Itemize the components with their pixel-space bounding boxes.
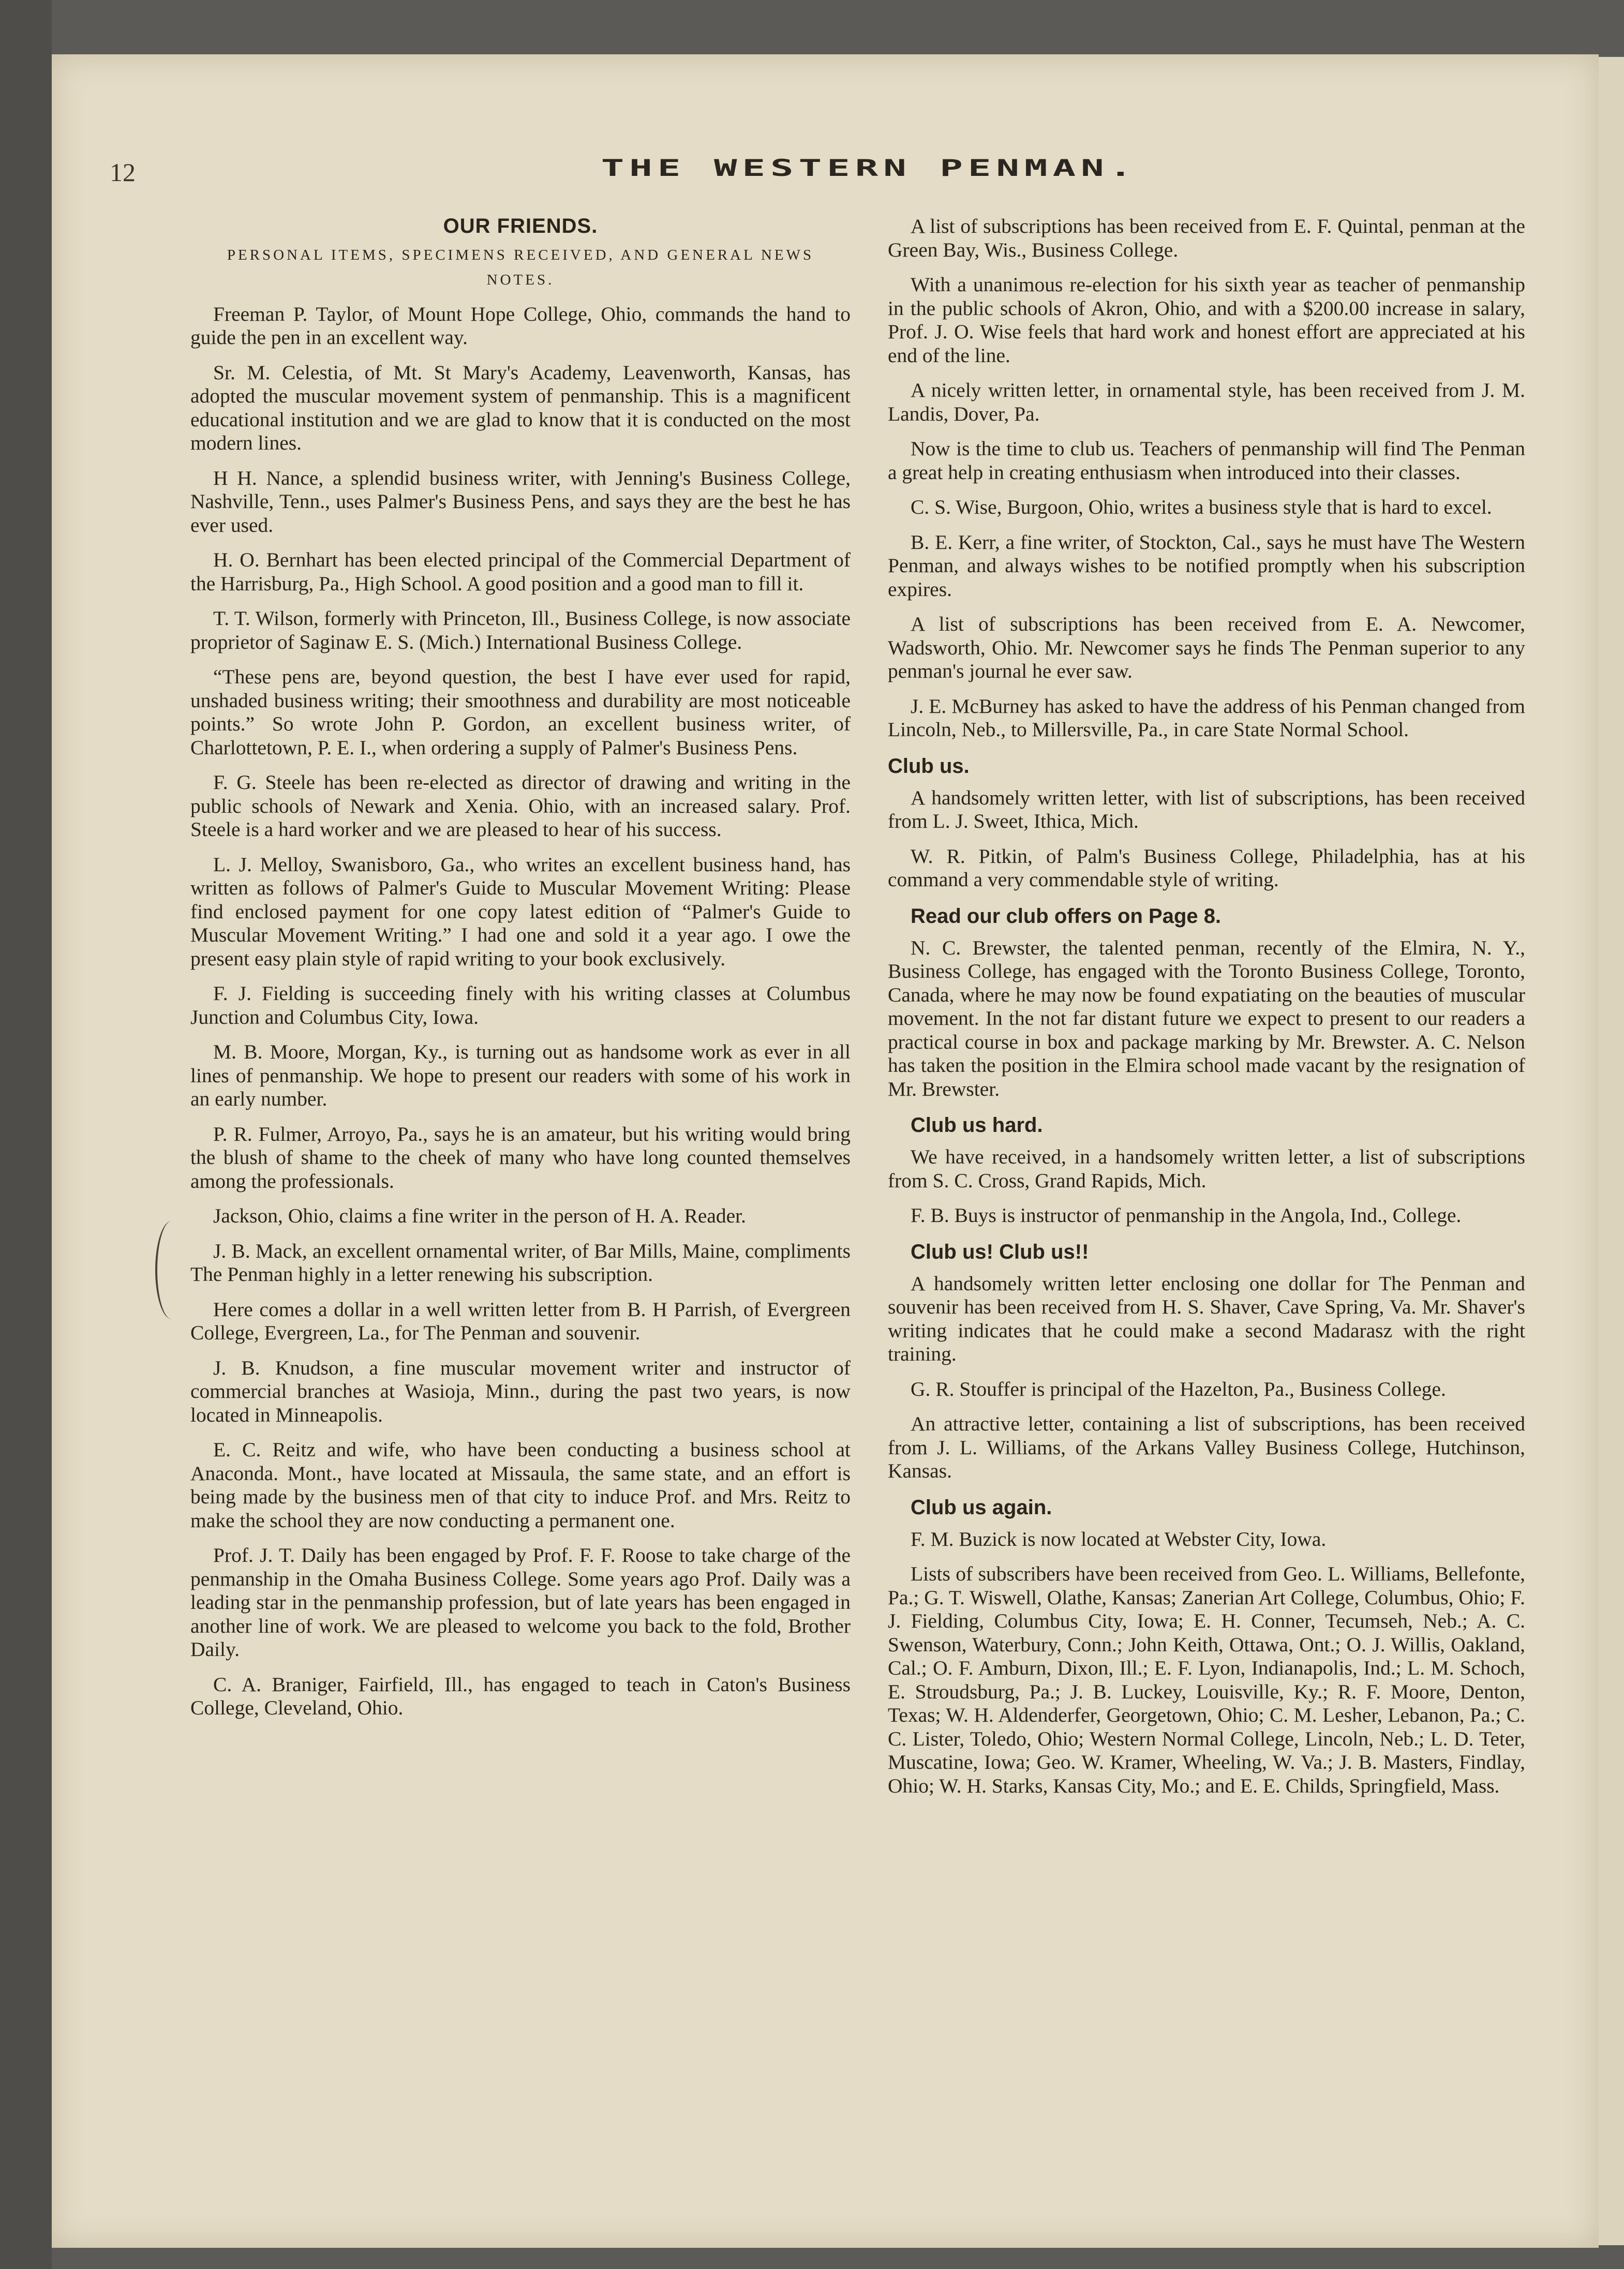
news-item: T. T. Wilson, formerly with Princeton, Ill., Business College, is now associate proprietor of Saginaw E. S. (Mich.) International Business College. — [190, 607, 851, 653]
left-column — [190, 215, 851, 1731]
news-item: F. B. Buys is instructor of penmanship in the Angola, Ind., College. — [911, 1204, 1462, 1227]
news-item: J. B. Knudson, a fine muscular movement writer and instructor of commercial branches at Wasioja, Minn., during the past two years, is now located in Minneapolis. — [190, 1356, 851, 1426]
news-item: C. S. Wise, Burgoon, Ohio, writes a business style that is hard to excel. — [911, 496, 1492, 518]
left-paragraphs — [190, 303, 851, 1720]
news-item: Freeman P. Taylor, of Mount Hope College, Ohio, commands the hand to guide the pen in an excellent way. — [190, 302, 851, 349]
news-item: E. C. Reitz and wife, who have been conducting a business school at Anaconda. Mont., have located at Missaula, the same state, and an effort is being made by the business men of that city to induce Prof. and Mrs. Reitz to make the school they are now conducting a permanent one. — [190, 1438, 851, 1532]
news-item: G. R. Stouffer is principal of the Hazelton, Pa., Business College. — [911, 1377, 1446, 1400]
news-item: C. A. Braniger, Fairfield, Ill., has engaged to teach in Caton's Business College, Cleveland, Ohio. — [190, 1673, 851, 1719]
news-item: “These pens are, beyond question, the best I have ever used for rapid, unshaded business writing; their smoothness and durability are most noticeable points.” So wrote John P. Gordon, an excellent business writer, of Charlottetown, P. E. I., when ordering a supply of Palmer's Business Pens. — [190, 665, 851, 759]
news-item: N. C. Brewster, the talented penman, recently of the Elmira, N. Y., Business College, has engaged with the Toronto Business College, Toronto, Canada, where he may now be found expatiating on the beauties of muscular movement. In the not far distant future we expect to present to our readers a practical course in box and package marking by Mr. Brewster. A. C. Nelson has taken the position in the Elmira school made vacant by the resignation of Mr. Brewster. — [888, 936, 1525, 1100]
heading-club-offers: Read our club offers on Page 8. — [911, 904, 1221, 928]
page-number: 12 — [110, 158, 136, 187]
news-item: With a unanimous re-election for his sixth year as teacher of penmanship in the public schools of Akron, Ohio, and with a $200.00 increase in salary, Prof. J. O. Wise feels that hard work and honest effort are appreciated at his end of the line. — [888, 273, 1525, 367]
margin-bracket-mark — [155, 1221, 188, 1319]
news-item: P. R. Fulmer, Arroyo, Pa., says he is an amateur, but his writing would bring the blush of shame to the cheek of many who have long counted themselves among the professionals. — [190, 1122, 851, 1192]
news-item: An attractive letter, containing a list of subscriptions, has been received from J. L. Williams, of the Arkans Valley Business College, Hutchinson, Kansas. — [888, 1412, 1525, 1482]
news-item: F. M. Buzick is now located at Webster City, Iowa. — [911, 1527, 1327, 1550]
right-block-5 — [888, 1272, 1525, 1483]
right-block-3 — [888, 936, 1525, 1101]
news-item: Sr. M. Celestia, of Mt. St Mary's Academy, Leavenworth, Kansas, has adopted the muscular movement system of penmanship. This is a magnificent educational institution and we are glad to know that it is conducted on the most modern lines. — [190, 361, 851, 454]
heading-club-us: Club us. — [888, 754, 970, 778]
news-item: We have received, in a handsomely written letter, a list of subscriptions from S. C. Cross, Grand Rapids, Mich. — [888, 1145, 1525, 1192]
scan-background — [0, 0, 52, 2269]
news-item: J. E. McBurney has asked to have the address of his Penman changed from Lincoln, Neb., to Millersville, Pa., in care State Normal School. — [888, 694, 1525, 741]
news-item: A handsomely written letter enclosing one dollar for The Penman and souvenir has been received from H. S. Shaver, Cave Spring, Va. Mr. Shaver's writing indicates that he could make a second Madarasz with the right training. — [888, 1272, 1525, 1365]
heading-club-us-hard: Club us hard. — [911, 1114, 1043, 1137]
news-item: Now is the time to club us. Teachers of penmanship will find The Penman a great help in creating enthusiasm when introduced into their classes. — [888, 437, 1525, 484]
section-title: OUR FRIENDS. — [443, 215, 598, 237]
right-column — [888, 215, 1525, 1809]
news-item: W. R. Pitkin, of Palm's Business College, Philadelphia, has at his command a very commendable style of writing. — [888, 844, 1525, 891]
news-item: F. J. Fielding is succeeding finely with his writing classes at Columbus Junction and Columbus City, Iowa. — [190, 982, 851, 1028]
news-item: J. B. Mack, an excellent ornamental writer, of Bar Mills, Maine, compliments The Penman highly in a letter renewing his subscription. — [190, 1239, 851, 1286]
news-item: H. O. Bernhart has been elected principal of the Commercial Department of the Harrisburg, Pa., High School. A good position and a good man to fill it. — [190, 548, 851, 595]
news-item: F. G. Steele has been re-elected as director of drawing and writing in the public schools of Newark and Xenia. Ohio, with an increased salary. Prof. Steele is a hard worker and we are pleased to hear of his success. — [190, 771, 851, 841]
right-block-2 — [888, 786, 1525, 892]
news-item: B. E. Kerr, a fine writer, of Stockton, Cal., says he must have The Western Penman, and always wishes to be notified promptly when his subscription expires. — [888, 530, 1525, 601]
news-item: Jackson, Ohio, claims a fine writer in the person of H. A. Reader. — [213, 1204, 747, 1227]
news-item: A handsomely written letter, with list of subscriptions, has been received from L. J. Sweet, Ithica, Mich. — [888, 786, 1525, 832]
masthead-title: THE WESTERN PENMAN. — [601, 155, 1138, 182]
news-item: A nicely written letter, in ornamental style, has been received from J. M. Landis, Dover, Pa. — [888, 379, 1525, 425]
news-item: Lists of subscribers have been received from Geo. L. Williams, Bellefonte, Pa.; G. T. Wiswell, Olathe, Kansas; Zanerian Art College, Columbus, Ohio; F. J. Fielding, Columbus City, Iowa; E. H. Conner, Tecumseh, Neb.; A. C. Swenson, Waterbury, Conn.; John Keith, Ottawa, Ont.; O. J. Willis, Oakland, Cal.; O. F. Amburn, Dixon, Ill.; E. F. Lyon, Indianapolis, Ind.; L. M. Schoch, E. Stroudsburg, Pa.; J. B. Luckey, Louisville, Ky.; R. F. Moore, Denton, Texas; W. H. Aldenderfer, Georgetown, Ohio; C. M. Lesher, Lebanon, Pa.; C. C. Lister, Toledo, Ohio; Western Normal College, Lincoln, Neb.; L. D. Teter, Muscatine, Iowa; Geo. W. Kramer, Wheeling, W. Va.; J. B. Masters, Findlay, Ohio; W. H. Starks, Kansas City, Mo.; and E. E. Childs, Springfield, Mass. — [888, 1562, 1525, 1797]
section-subtitle: PERSONAL ITEMS, SPECIMENS RECEIVED, AND GENERAL NEWS NOTES. — [227, 246, 814, 288]
news-item: A list of subscriptions has been received from E. F. Quintal, penman at the Green Bay, Wis., Business College. — [888, 215, 1525, 261]
right-block-1 — [888, 215, 1525, 742]
news-item: A list of subscriptions has been received from E. A. Newcomer, Wadsworth, Ohio. Mr. Newcomer says he finds The Penman superior to any penman's journal he ever saw. — [888, 613, 1525, 682]
right-block-6 — [888, 1528, 1525, 1798]
news-item: Prof. J. T. Daily has been engaged by Prof. F. F. Roose to take charge of the penmanship in the Omaha Business College. Some years ago Prof. Daily was a leading star in the penmanship profession, but of late years has been engaged in another line of work. We are pleased to welcome you back to the fold, Brother Daily. — [190, 1544, 851, 1661]
heading-club-us-again: Club us again. — [911, 1496, 1052, 1519]
news-item: Here comes a dollar in a well written letter from B. H Parrish, of Evergreen College, Evergreen, La., for The Penman and souvenir. — [190, 1297, 851, 1344]
heading-club-us-club-us: Club us! Club us!! — [911, 1240, 1089, 1263]
right-block-4 — [888, 1145, 1525, 1228]
news-item: H H. Nance, a splendid business writer, with Jenning's Business College, Nashville, Tenn., uses Palmer's Business Pens, and says they are the best he has ever used. — [190, 466, 851, 536]
news-item: M. B. Moore, Morgan, Ky., is turning out as handsome work as ever in all lines of penmanship. We hope to present our readers with some of his work in an early number. — [190, 1040, 851, 1110]
news-item: L. J. Melloy, Swanisboro, Ga., who writes an excellent business hand, has written as follows of Palmer's Guide to Muscular Movement Writing: Please find enclosed payment for one copy latest edition of “Palmer's Guide to Muscular Movement Writing.” I had one and sold it a year ago. I owe the present easy plain style of rapid writing to your book exclusively. — [190, 853, 851, 970]
